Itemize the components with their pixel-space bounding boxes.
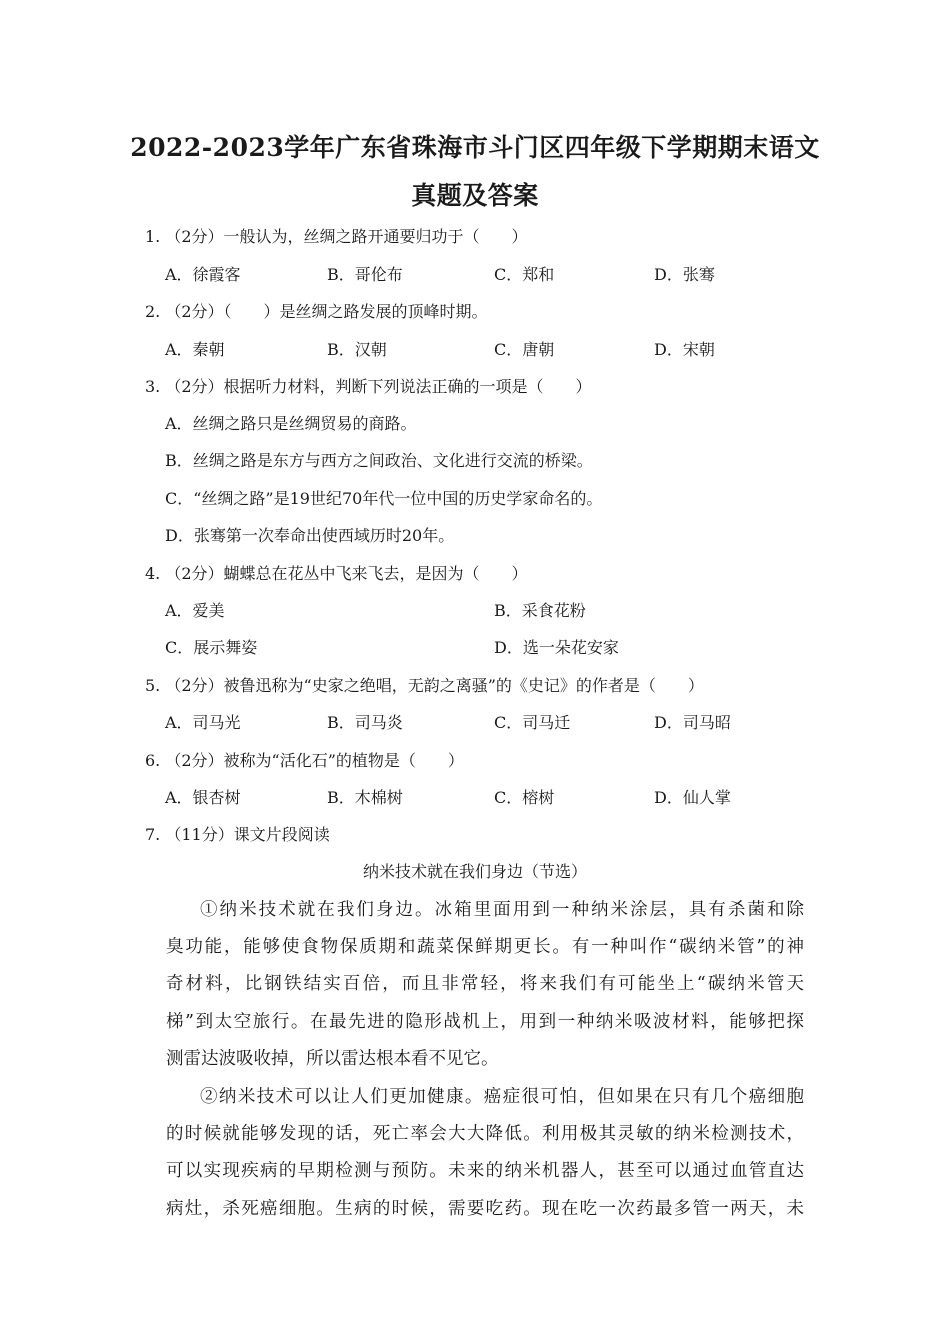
question-3-option-d: D．张骞第一次奉命出使西域历时20年。 [165,526,455,545]
passage-para2-line: 病灶，杀死癌细胞。生病的时候，需要吃药。现在吃一次药最多管一两天，未 [166,1199,804,1219]
question-2-option-d: D．宋朝 [654,340,715,359]
question-6-stem: 6. （2分）被称为“活化石”的植物是（ ） [145,751,464,770]
question-4-stem: 4. （2分）蝴蝶总在花丛中飞来飞去，是因为（ ） [145,564,528,583]
question-5-option-c: C．司马迁 [494,713,571,732]
passage-para1-line: ①纳米技术就在我们身边。冰箱里面用到一种纳米涂层，具有杀菌和除 [200,900,804,920]
passage-para2-line: 可以实现疾病的早期检测与预防。未来的纳米机器人，甚至可以通过血管直达 [166,1161,804,1181]
question-5-stem: 5. （2分）被鲁迅称为“史家之绝唱，无韵之离骚”的《史记》的作者是（ ） [145,676,704,695]
question-3-option-b: B．丝绸之路是东方与西方之间政治、文化进行交流的桥梁。 [165,451,593,470]
question-1-option-b: B．哥伦布 [327,265,403,284]
question-5-option-a: A．司马光 [165,713,241,732]
question-3-option-a: A．丝绸之路只是丝绸贸易的商路。 [165,414,417,433]
question-5-option-d: D．司马昭 [654,713,731,732]
question-4-option-c: C．展示舞姿 [165,638,258,657]
passage-para2-line: 的时候就能够发现的话，死亡率会大大降低。利用极其灵敏的纳米检测技术， [166,1124,804,1144]
passage-para2-line: ②纳米技术可以让人们更加健康。癌症很可怕，但如果在只有几个癌细胞 [200,1087,804,1107]
question-4-option-d: D．选一朵花安家 [494,638,619,657]
question-2-option-c: C．唐朝 [494,340,555,359]
question-4-option-a: A．爱美 [165,601,225,620]
passage-para1-line: 臭功能，能够使食物保质期和蔬菜保鲜期更长。有一种叫作“碳纳米管”的神 [166,937,804,957]
question-1-option-a: A．徐霞客 [165,265,241,284]
question-6-option-a: A．银杏树 [165,788,241,807]
question-5-option-b: B．司马炎 [327,713,403,732]
question-1-option-c: C．郑和 [494,265,555,284]
question-2-option-b: B．汉朝 [327,340,387,359]
question-6-option-b: B．木棉树 [327,788,403,807]
question-3-option-c: C．“丝绸之路”是19世纪70年代一位中国的历史学家命名的。 [165,489,603,508]
passage-para1-line: 奇材料，比钢铁结实百倍，而且非常轻，将来我们有可能坐上“碳纳米管天 [166,974,804,994]
document-title-line-2: 真题及答案 [411,181,539,210]
passage-title: 纳米技术就在我们身边（节选） [362,862,587,881]
question-6-option-d: D．仙人掌 [654,788,731,807]
question-7-stem: 7. （11分）课文片段阅读 [145,825,330,844]
question-3-stem: 3. （2分）根据听力材料，判断下列说法正确的一项是（ ） [145,377,592,396]
question-4-option-b: B．采食花粉 [494,601,586,620]
question-6-option-c: C．榕树 [494,788,555,807]
passage-para1-line: 测雷达波吸收掉，所以雷达根本看不见它。 [166,1049,499,1069]
question-1-stem: 1. （2分）一般认为，丝绸之路开通要归功于（ ） [145,227,528,246]
passage-para1-line: 梯”到太空旅行。在最先进的隐形战机上，用到一种纳米吸波材料，能够把探 [166,1012,804,1032]
question-2-option-a: A．秦朝 [165,340,225,359]
question-2-stem: 2. （2分）（ ）是丝绸之路发展的顶峰时期。 [145,302,488,321]
document-title-line-1: 2022-2023学年广东省珠海市斗门区四年级下学期期末语文 [130,133,820,162]
question-1-option-d: D．张骞 [654,265,715,284]
